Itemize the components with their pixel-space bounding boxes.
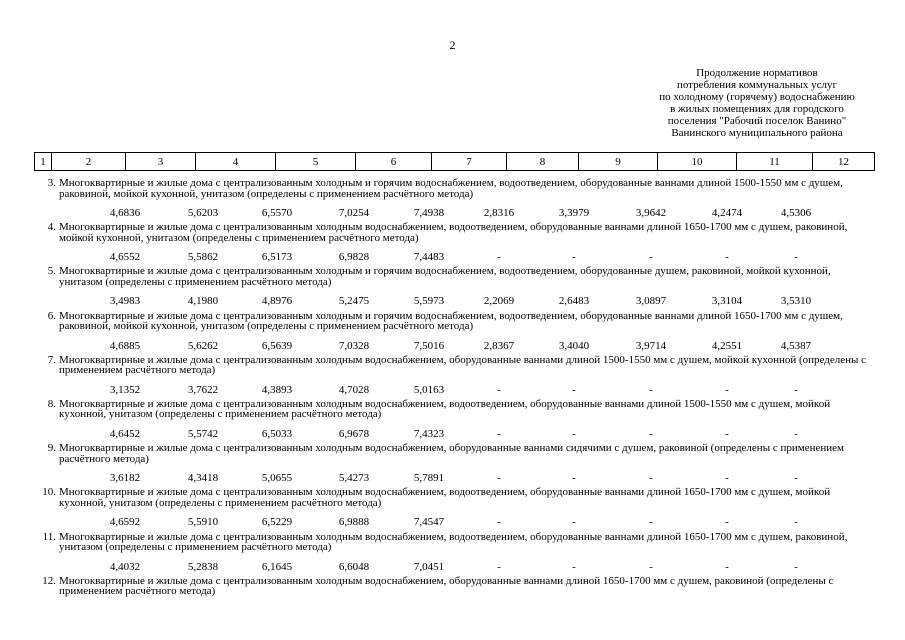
- header-cell: 10: [658, 153, 737, 171]
- value-cell: -: [497, 427, 501, 440]
- value-cell: 7,4938: [413, 207, 445, 219]
- value-cell: 2,2069: [483, 295, 515, 308]
- row-number: 3.: [47, 177, 56, 189]
- value-cell: -: [725, 516, 729, 529]
- value-cell: 6,1645: [261, 560, 293, 573]
- value-cell: 2,8316: [483, 207, 515, 219]
- table-row: [34, 266, 874, 310]
- value-cell: 6,9678: [338, 427, 370, 440]
- caption-line: Продолжение нормативов: [696, 67, 818, 79]
- value-cell: -: [497, 251, 501, 264]
- value-cell: -: [572, 472, 576, 485]
- value-cell: 3,7622: [187, 383, 219, 396]
- row-values: [34, 472, 874, 484]
- value-cell: 5,0655: [261, 472, 293, 485]
- value-cell: 2,8367: [483, 339, 515, 352]
- row-values: [34, 207, 874, 219]
- table-row: [34, 532, 874, 576]
- value-cell: -: [649, 560, 653, 573]
- row-values: [34, 340, 874, 352]
- value-cell: 4,6836: [109, 207, 141, 219]
- row-number: 4.: [47, 221, 56, 234]
- value-cell: 7,0328: [338, 339, 370, 352]
- value-cell: 6,5639: [261, 339, 293, 352]
- value-cell: 5,4273: [338, 472, 370, 485]
- value-cell: 6,9828: [338, 251, 370, 264]
- value-cell: 3,0897: [635, 295, 667, 308]
- value-cell: -: [649, 383, 653, 396]
- row-number: 6.: [47, 309, 56, 322]
- value-cell: 3,9642: [635, 207, 667, 219]
- value-cell: -: [572, 427, 576, 440]
- value-cell: 5,6262: [187, 339, 219, 352]
- row-values: [34, 251, 874, 263]
- value-cell: 4,6452: [109, 427, 141, 440]
- value-cell: 3,6182: [109, 472, 141, 485]
- row-values: [34, 428, 874, 440]
- row-text: Многоквартирные и жилые дома с централизованным холодным водоснабжением, водоотведением, оборудованные ваннами длиной 1650-1700 мм с душем, раковиной, мойкой кухонной, унитазом (определены с применением расчётного метода): [59, 221, 848, 244]
- header-cell: 2: [52, 153, 126, 171]
- value-cell: 4,4032: [109, 560, 141, 573]
- row-number: 7.: [47, 353, 56, 366]
- value-cell: 4,1980: [187, 295, 219, 308]
- document-caption: [642, 67, 872, 139]
- value-cell: -: [794, 516, 798, 529]
- row-text: Многоквартирные и жилые дома с централизованным холодным водоснабжением, оборудованные ваннами длиной 1650-1700 мм с душем, раковиной (определены с применением расчётного метода): [59, 574, 834, 598]
- caption-line: поселения "Рабочий поселок Ванино": [667, 115, 847, 127]
- value-cell: 4,6592: [109, 516, 141, 529]
- norms-table-body: [34, 178, 874, 620]
- row-text: Многоквартирные и жилые дома с централизованным холодным водоснабжением, оборудованные ваннами сидячими с душем, раковиной (определены с применением расчётного метода): [59, 442, 844, 465]
- value-cell: 5,5973: [413, 295, 445, 308]
- value-cell: 7,4323: [413, 427, 445, 440]
- table-row: [34, 487, 874, 531]
- row-number: 10.: [42, 486, 56, 499]
- value-cell: 4,2551: [711, 339, 743, 352]
- value-cell: 4,6552: [109, 251, 141, 264]
- value-cell: 4,6885: [109, 339, 141, 352]
- row-text: Многоквартирные и жилые дома с централизованным холодным водоснабжением, водоотведением, оборудованные ваннами длиной 1500-1550 мм с душем, мойкой кухонной, унитазом (определены с применением расчётного метода): [59, 397, 831, 421]
- header-cell: 5: [276, 153, 356, 171]
- value-cell: 3,3979: [558, 207, 590, 219]
- row-text: Многоквартирные и жилые дома с централизованным холодным и горячим водоснабжением, водоотведением, оборудованные душем, раковиной, мойкой кухонной, унитазом (определены с применением расчётного метода): [59, 265, 831, 288]
- value-cell: -: [572, 516, 576, 529]
- header-cell: 11: [737, 153, 813, 171]
- table-row: [34, 443, 874, 487]
- value-cell: 7,4483: [413, 251, 445, 264]
- caption-line: Ванинского муниципального района: [671, 127, 843, 139]
- row-number: 12.: [42, 574, 56, 587]
- value-cell: 4,5306: [780, 207, 812, 219]
- value-cell: 5,6203: [187, 207, 219, 219]
- row-number: 5.: [47, 265, 56, 278]
- value-cell: -: [497, 560, 501, 573]
- caption-line: по холодному (горячему) водоснабжению: [659, 91, 855, 103]
- value-cell: 3,4040: [558, 339, 590, 352]
- value-cell: -: [725, 427, 729, 440]
- caption-line: в жилых помещениях для городского: [670, 103, 844, 115]
- row-number: 11.: [42, 530, 56, 543]
- row-text: Многоквартирные и жилые дома с централизованным холодным водоснабжением, оборудованные ваннами длиной 1500-1550 мм с душем, мойкой кухонной (определены с применением расчётного метода): [59, 353, 867, 377]
- header-cell: 12: [813, 153, 875, 171]
- table-row: [34, 399, 874, 443]
- value-cell: -: [794, 251, 798, 264]
- value-cell: 7,0451: [413, 560, 445, 573]
- row-text: Многоквартирные и жилые дома с централизованным холодным водоснабжением, водоотведением, оборудованные ваннами длиной 1650-1700 мм с душем, раковиной, унитазом (определены с применением расчётного метода): [59, 530, 848, 553]
- value-cell: 6,5570: [261, 207, 293, 219]
- table-row: [34, 178, 874, 222]
- row-values: [34, 516, 874, 528]
- page-number: 2: [449, 38, 456, 52]
- value-cell: -: [497, 472, 501, 485]
- value-cell: 6,5229: [261, 516, 293, 529]
- value-cell: 7,4547: [413, 516, 445, 529]
- table-row: [34, 576, 874, 620]
- value-cell: -: [725, 560, 729, 573]
- value-cell: 5,7891: [413, 472, 445, 485]
- value-cell: 4,3418: [187, 472, 219, 485]
- value-cell: -: [725, 251, 729, 264]
- row-number: 8.: [47, 397, 56, 410]
- value-cell: -: [572, 560, 576, 573]
- value-cell: 3,3104: [711, 295, 743, 308]
- value-cell: 5,2475: [338, 295, 370, 308]
- table-row: [34, 355, 874, 399]
- caption-line: потребления коммунальных услуг: [676, 79, 838, 91]
- row-number: 9.: [47, 442, 56, 455]
- row-text: Многоквартирные и жилые дома с централизованным холодным и горячим водоснабжением, водоотведением, оборудованные ваннами длиной 1650-1700 мм с душем, раковиной, мойкой кухонной, унитазом (определены с применением расчётного метода): [59, 309, 843, 333]
- value-cell: -: [794, 383, 798, 396]
- table-row: [34, 222, 874, 266]
- value-cell: -: [794, 472, 798, 485]
- header-cell: 3: [126, 153, 196, 171]
- row-text: Многоквартирные и жилые дома с централизованным холодным и горячим водоснабжением, водоотведением, оборудованные ваннами длиной 1500-1550 мм с душем, раковиной, мойкой кухонной, унитазом (определены с применением расчётного метода): [59, 177, 843, 200]
- value-cell: -: [649, 516, 653, 529]
- row-values: [34, 561, 874, 573]
- value-cell: 3,9714: [635, 339, 667, 352]
- value-cell: 4,8976: [261, 295, 293, 308]
- value-cell: 3,1352: [109, 383, 141, 396]
- row-text: Многоквартирные и жилые дома с централизованным холодным водоснабжением, водоотведением, оборудованные ваннами длиной 1650-1700 мм с душем, мойкой кухонной, унитазом (определены с применением расчётного метода): [59, 486, 831, 509]
- value-cell: -: [649, 472, 653, 485]
- value-cell: 6,5033: [261, 427, 293, 440]
- value-cell: 2,6483: [558, 295, 590, 308]
- value-cell: 7,5016: [413, 339, 445, 352]
- row-values: [34, 384, 874, 396]
- value-cell: -: [649, 251, 653, 264]
- value-cell: 4,2474: [711, 207, 743, 219]
- value-cell: 7,0254: [338, 207, 370, 219]
- table-row: [34, 311, 874, 355]
- value-cell: 5,0163: [413, 383, 445, 396]
- row-values: [34, 295, 874, 307]
- value-cell: -: [725, 383, 729, 396]
- value-cell: -: [572, 251, 576, 264]
- value-cell: 5,5862: [187, 251, 219, 264]
- value-cell: 5,5910: [187, 516, 219, 529]
- value-cell: 4,3893: [261, 383, 293, 396]
- value-cell: 4,5387: [780, 339, 812, 352]
- value-cell: 6,6048: [338, 560, 370, 573]
- value-cell: -: [649, 427, 653, 440]
- value-cell: 5,2838: [187, 560, 219, 573]
- value-cell: -: [572, 383, 576, 396]
- value-cell: 3,5310: [780, 295, 812, 308]
- header-cell: 7: [432, 153, 507, 171]
- value-cell: 3,4983: [109, 295, 141, 308]
- value-cell: -: [497, 383, 501, 396]
- value-cell: -: [725, 472, 729, 485]
- header-cell: 6: [356, 153, 432, 171]
- header-cell: 9: [579, 153, 658, 171]
- value-cell: 6,9888: [338, 516, 370, 529]
- value-cell: 4,7028: [338, 383, 370, 396]
- column-number-header: [34, 152, 875, 171]
- header-cell: 8: [507, 153, 579, 171]
- value-cell: 5,5742: [187, 427, 219, 440]
- header-cell: 4: [196, 153, 276, 171]
- header-cell: 1: [35, 153, 52, 171]
- value-cell: -: [794, 427, 798, 440]
- value-cell: 6,5173: [261, 251, 293, 264]
- value-cell: -: [794, 560, 798, 573]
- value-cell: -: [497, 516, 501, 529]
